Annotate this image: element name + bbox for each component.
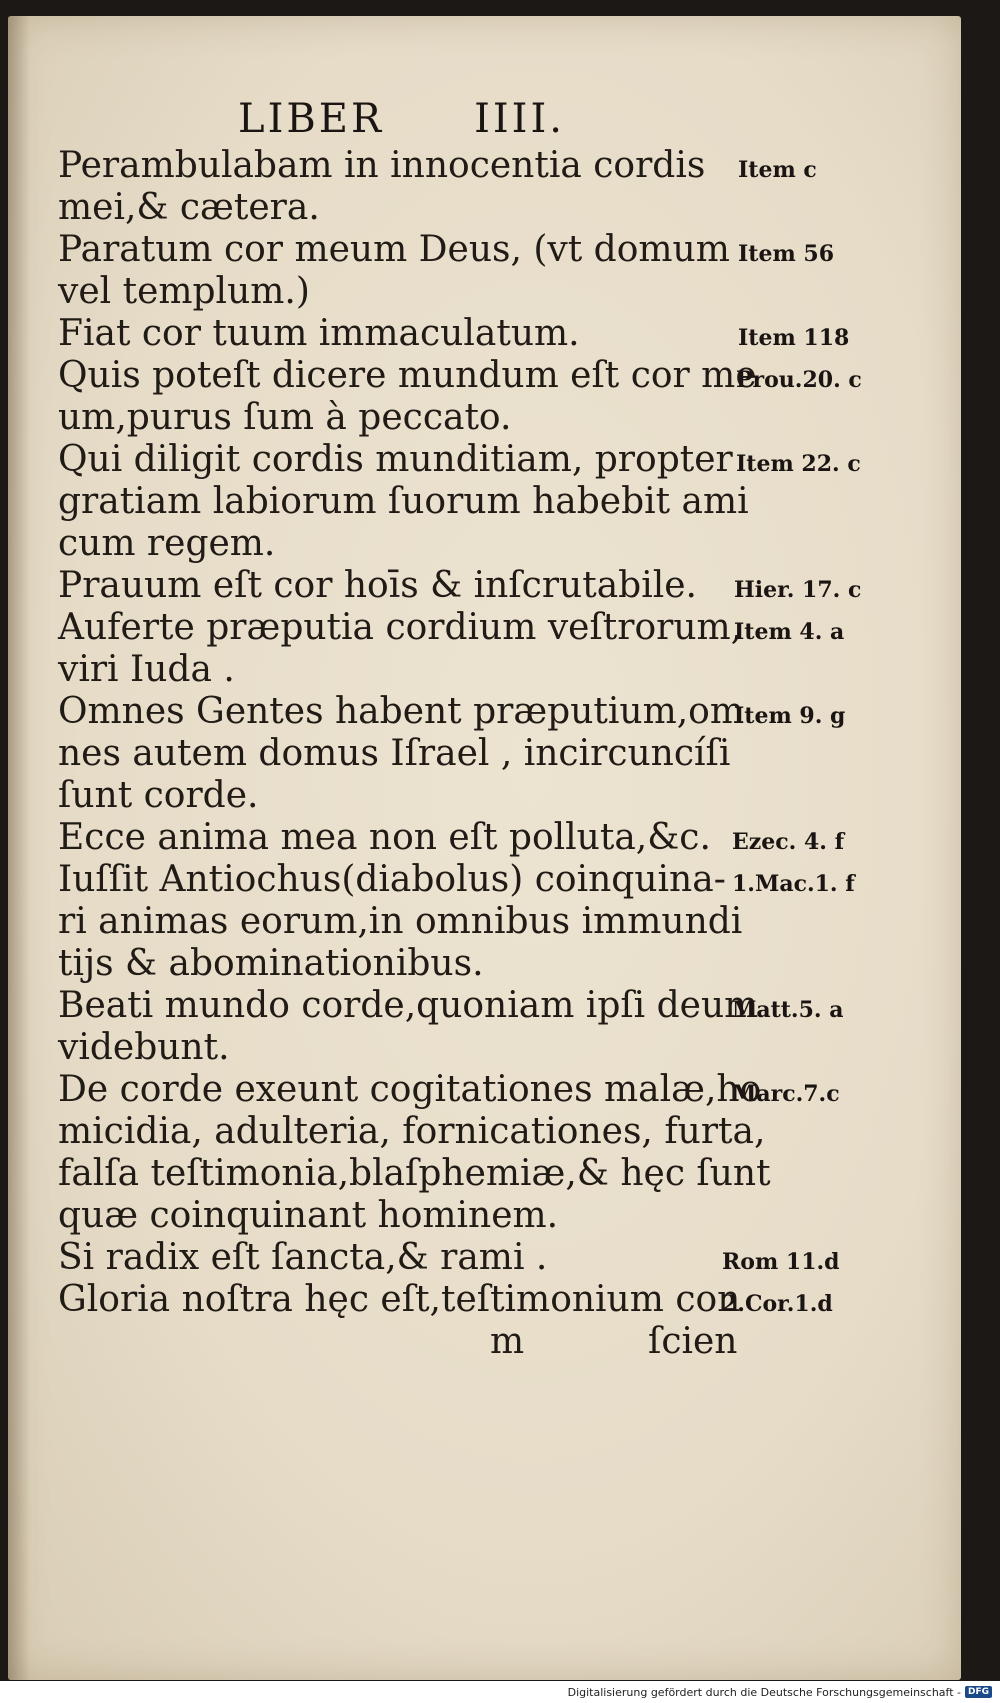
header-liber: LIBER	[238, 96, 385, 142]
margin-note: Marc.7.c	[732, 1081, 840, 1107]
text-line: mei,& cætera.	[58, 187, 320, 228]
margin-note: Item 4. a	[734, 619, 845, 645]
text-line: Gloria noſtra hęc eſt,teſtimonium con	[58, 1279, 741, 1320]
margin-note: Ezec. 4. f	[732, 829, 845, 855]
margin-note: Item 22. c	[736, 451, 861, 477]
header-number: IIII.	[474, 96, 565, 142]
signature-mark: m	[490, 1321, 525, 1362]
text-line: ri animas eorum,in omnibus immundi	[58, 901, 743, 942]
digitization-credit: Digitalisierung gefördert durch die Deutsche Forschungsgemeinschaft -	[567, 1685, 961, 1699]
text-line: Si radix eſt ſancta,& rami .	[58, 1237, 548, 1278]
margin-note: Item 118	[738, 325, 850, 351]
text-line: cum regem.	[58, 523, 276, 564]
margin-note: 1.Mac.1. f	[732, 871, 855, 897]
text-line: micidia, adulteria, fornicationes, furta,	[58, 1111, 766, 1152]
text-line: videbunt.	[58, 1027, 230, 1068]
margin-note: Item 9. g	[734, 703, 846, 729]
dfg-logo: DFG	[965, 1686, 992, 1698]
text-line: tijs & abominationibus.	[58, 943, 484, 984]
text-line: Quis poteſt dicere mundum eſt cor me	[58, 355, 757, 396]
text-line: Iuſſit Antiochus(diabolus) coinquina-	[58, 859, 726, 900]
margin-note: Hier. 17. c	[734, 577, 862, 603]
margin-note: Item c	[738, 157, 817, 183]
text-line: nes autem domus Iſrael , incircuncíſi	[58, 733, 731, 774]
text-line: Perambulabam in innocentia cordis	[58, 145, 706, 186]
text-line: Qui diligit cordis munditiam, propter	[58, 439, 733, 480]
catchword: ſcien	[648, 1321, 738, 1362]
text-line: Auferte præputia cordium veſtrorum,	[58, 607, 743, 648]
text-line: ſunt corde.	[58, 775, 259, 816]
margin-note: Prou.20. c	[736, 367, 862, 393]
text-line: vel templum.)	[58, 271, 310, 312]
text-line: Prauum eſt cor hoīs & inſcrutabile.	[58, 565, 697, 606]
text-line: viri Iuda .	[58, 649, 235, 690]
text-line: Ecce anima mea non eſt polluta,&c.	[58, 817, 711, 858]
margin-note: Item 56	[738, 241, 835, 267]
text-line: quæ coinquinant hominem.	[58, 1195, 559, 1236]
book-page	[8, 16, 961, 1680]
text-line: gratiam labiorum ſuorum habebit ami	[58, 481, 749, 522]
page-gutter-shadow	[8, 16, 30, 1680]
text-line: Fiat cor tuum immaculatum.	[58, 313, 580, 354]
digitization-credit-bar	[0, 1681, 1000, 1703]
text-line: Paratum cor meum Deus, (vt domum	[58, 229, 730, 270]
margin-note: Rom 11.d	[722, 1249, 840, 1275]
margin-note: 2.Cor.1.d	[722, 1291, 833, 1317]
text-line: De corde exeunt cogitationes malæ,ho	[58, 1069, 762, 1110]
text-line: um,purus ſum à peccato.	[58, 397, 512, 438]
text-line: Omnes Gentes habent præputium,om	[58, 691, 744, 732]
text-line: Beati mundo corde,quoniam ipſi deum	[58, 985, 759, 1026]
margin-note: Matt.5. a	[732, 997, 844, 1023]
running-header	[238, 96, 565, 142]
text-line: falſa teſtimonia,blaſphemiæ,& hęc ſunt	[58, 1153, 771, 1194]
